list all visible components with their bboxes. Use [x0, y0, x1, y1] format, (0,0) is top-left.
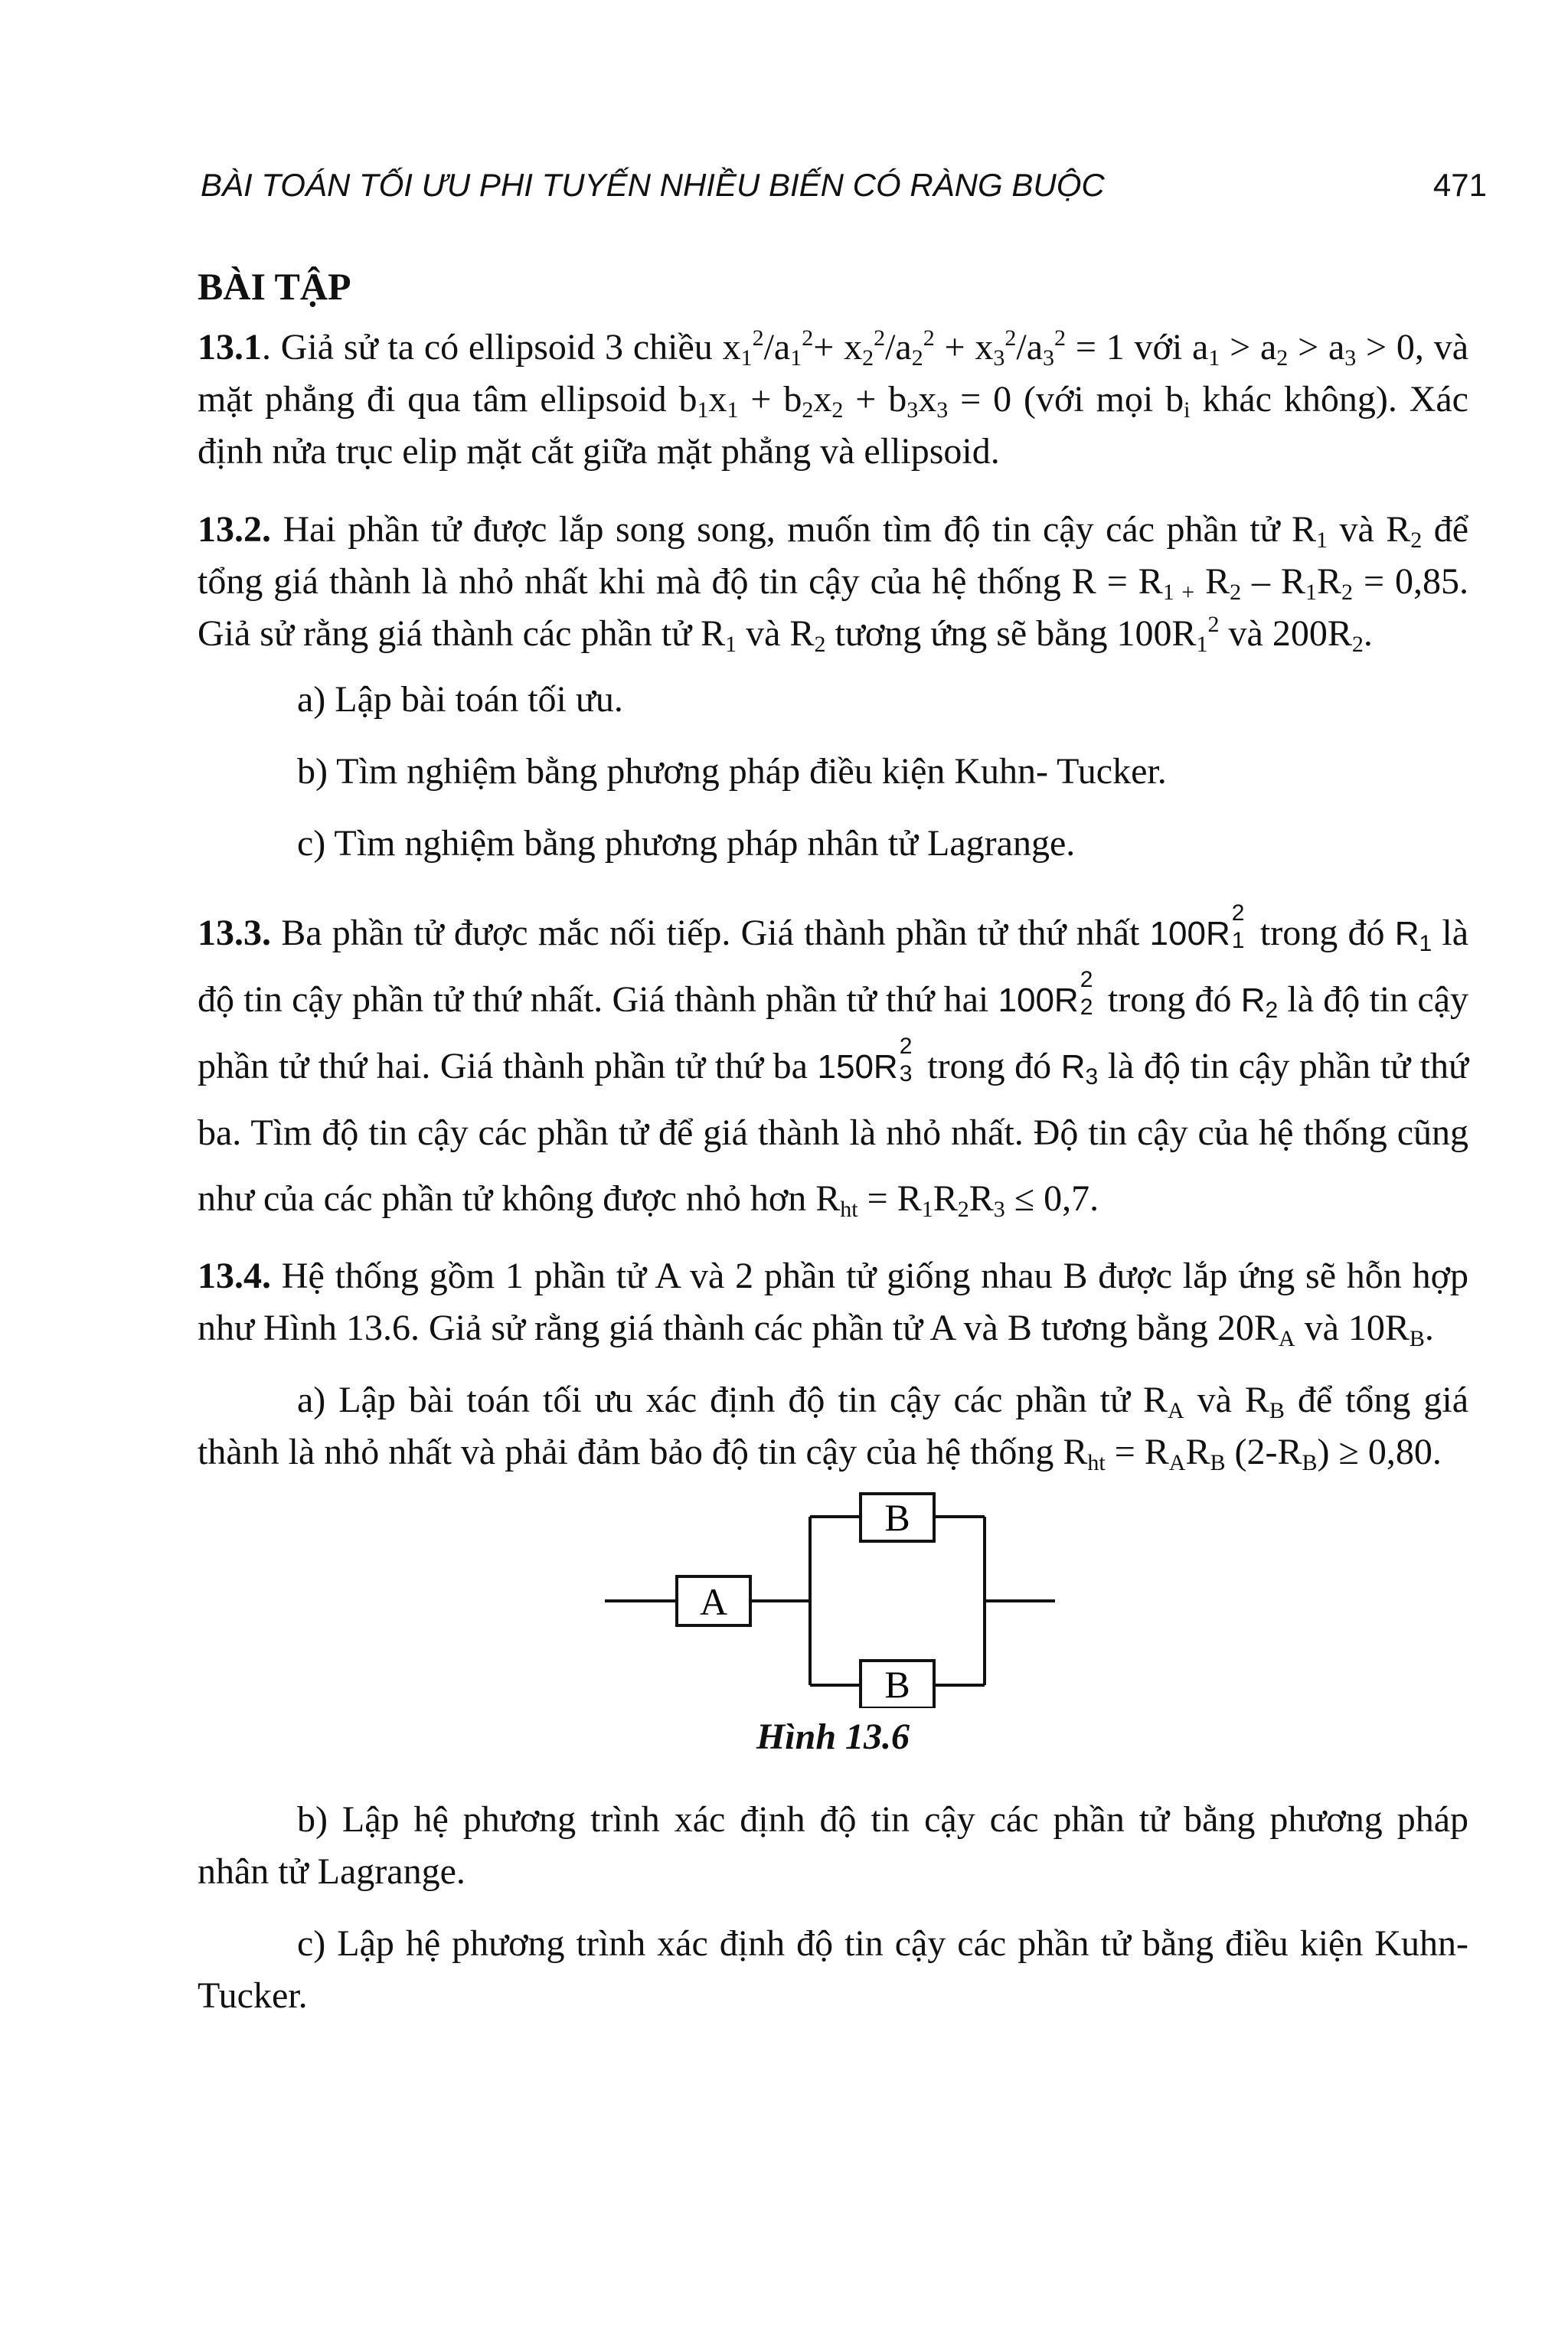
exercise-number: 13.2.: [198, 509, 271, 550]
exercise-number: 13.1: [198, 327, 262, 368]
figure-caption: Hình 13.6: [756, 1717, 910, 1757]
exercise-13-4-item-a: a) Lập bài toán tối ưu xác định độ tin cậy các phần tử $R_A$ và $R_B$ để tổng giá thành là nhỏ nhất và phải đảm bảo độ tin cậy của hệ thống $R_{ht} = R_AR_B$ $(2-R_B) \ge 0,80$.: [198, 1380, 1468, 1475]
exercise-13-4-item-c: c) Lập hệ phương trình xác định độ tin cậy các phần tử bằng điều kiện Kuhn-Tucker.: [198, 1923, 1468, 2016]
exercise-13-2-item-b: b) Tìm nghiệm bằng phương pháp điều kiện Kuhn- Tucker.: [297, 751, 1167, 792]
reliability-diagram: [198, 1486, 1468, 1708]
exercise-13-2-item-a: a) Lập bài toán tối ưu.: [297, 679, 623, 720]
exercise-number: 13.3.: [198, 913, 271, 953]
exercise-number: 13.4.: [198, 1256, 271, 1296]
page-content: [198, 260, 1468, 2042]
running-header: [201, 167, 1487, 213]
exercise-13-4-item-b: b) Lập hệ phương trình xác định độ tin cậy các phần tử bằng phương pháp nhân tử Lagrange.: [198, 1799, 1468, 1892]
header-title: BÀI TOÁN TỐI ƯU PHI TUYẾN NHIỀU BIẾN CÓ RÀNG BUỘC: [201, 167, 1105, 203]
page-number: 471: [1432, 167, 1487, 203]
section-title: BÀI TẬP: [198, 265, 351, 308]
exercise-13-2-item-c: c) Tìm nghiệm bằng phương pháp nhân tử Lagrange.: [297, 823, 1076, 864]
exercise-13-3: 13.3. Ba phần tử được mắc nối tiếp. Giá thành phần tử thứ nhất 100R 2 1 trong đó $R_1$ là độ tin cậy phần tử thứ nhất. Giá thành phần tử thứ hai 100R 2 2 trong đó $R_2$ là độ tin cậy phần tử thứ hai. Giá thành phần tử thứ ba 150R 2 3 trong đó $R_3$ là độ tin cậy phần tử thứ ba. Tìm độ tin cậy các phần tử để giá thành là nhỏ nhất. Độ tin cậy của hệ thống cũng như của các phần tử không được nhỏ hơn $R_{ht} = R_1R_2R_3 \le 0,7$.: [198, 900, 1469, 1222]
exercise-13-2: 13.2. Hai phần tử được lắp song song, muốn tìm độ tin cậy các phần tử $R_1$ và $R_2$ để tổng giá thành là nhỏ nhất khi mà độ tin cậy của hệ thống $R = R_{1 +}$ $R_2 - R_1R_2 = 0,85$. Giả sử rằng giá thành các phần tử $R_1$ và $R_2$ tương ứng sẽ bằng $100R_1^2$ và $200R_2$.: [198, 509, 1469, 657]
box-b-top-label: B: [884, 1496, 910, 1539]
exercise-13-4: 13.4. Hệ thống gồm 1 phần tử A và 2 phần tử giống nhau B được lắp ứng sẽ hỗn hợp như Hình 13.6. Giả sử rằng giá thành các phần tử A và B tương bằng $20R_A$ và $10R_B$.: [198, 1256, 1468, 1351]
exercise-13-1: 13.1. Giả sử ta có ellipsoid 3 chiều $x_1^2/a_1^2+ x_2^2/a_2^2 + x_3^2/a_3^2 = 1$ với $a_1 > a_2 > a_3 > 0$, và mặt phẳng đi qua tâm ellipsoid $b_1x_1 + b_2x_2 + b_3x_3 = 0$ (với mọi $b_i$ khác không). Xác định nửa trục elip mặt cắt giữa mặt phẳng và ellipsoid.: [198, 325, 1469, 472]
diagram-svg: [198, 1486, 1468, 1708]
box-a-label: A: [699, 1580, 728, 1623]
box-b-bottom-label: B: [884, 1663, 910, 1706]
